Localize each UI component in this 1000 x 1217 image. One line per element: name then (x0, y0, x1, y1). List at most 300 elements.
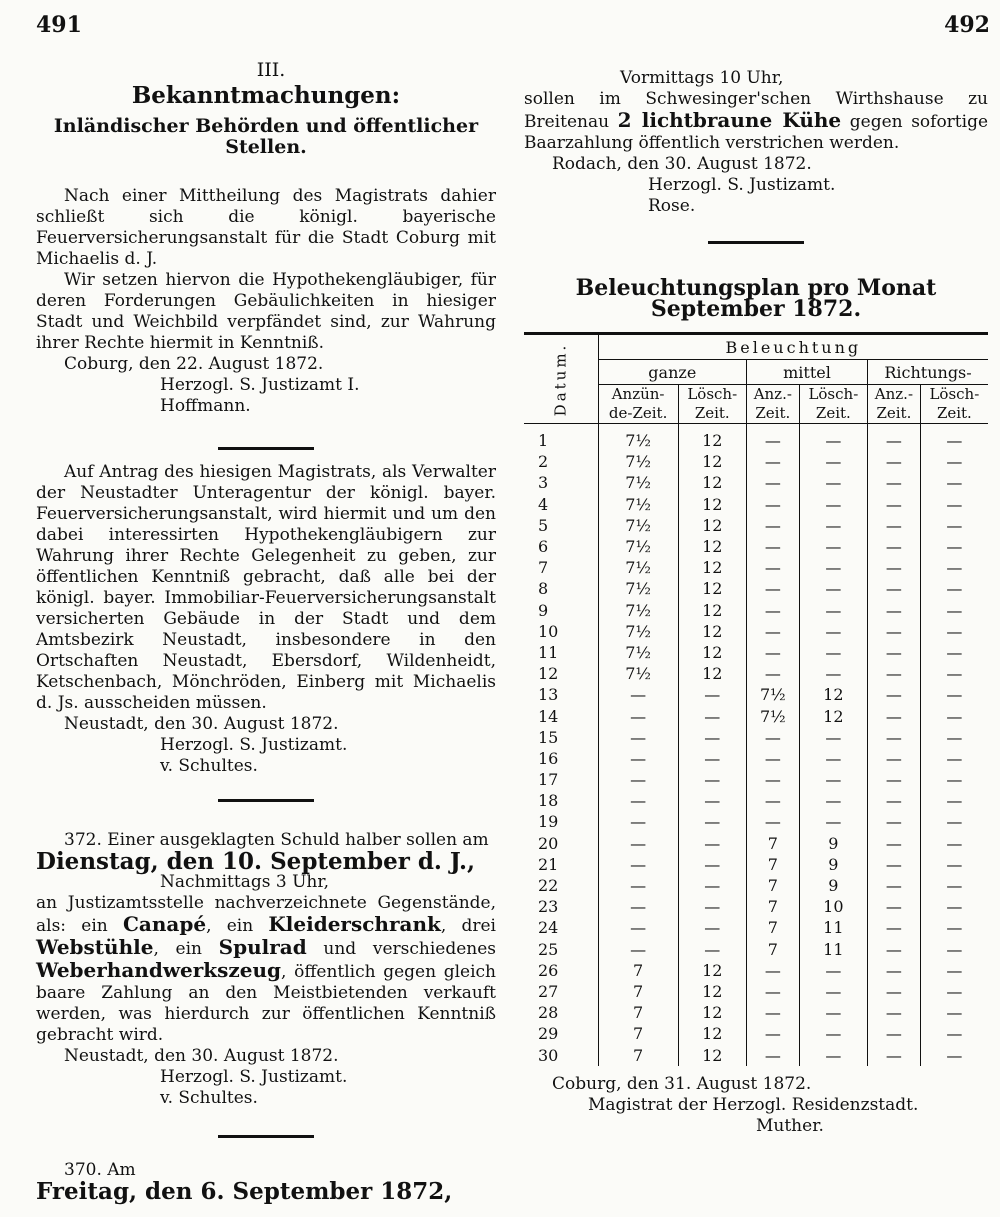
time-cell: — (678, 896, 746, 917)
time-cell: 7 (746, 854, 799, 875)
time-cell: — (799, 1002, 867, 1023)
day-cell: 16 (538, 748, 559, 768)
time-cell: 12 (678, 1002, 746, 1023)
notice-372-auction (36, 830, 496, 1109)
time-cell: — (678, 790, 746, 811)
time-cell: — (868, 727, 921, 748)
item-weberhandwerkszeug: Weberhandwerkszeug (36, 958, 282, 982)
time-cell: 12 (678, 578, 746, 599)
time-cell: 12 (678, 621, 746, 642)
time-cell: — (868, 451, 921, 472)
place-date: Neustadt, den 30. August 1872. (64, 714, 339, 734)
notice-feuerversicherung-coburg (36, 186, 496, 417)
separator-rule (218, 1135, 314, 1138)
day-cell: 17 (538, 770, 559, 790)
time-cell: — (868, 536, 921, 557)
table-row (524, 960, 988, 981)
day-cell: 20 (538, 833, 559, 853)
time-cell: — (868, 854, 921, 875)
time-cell: — (799, 642, 867, 663)
table-row (524, 663, 988, 684)
time-cell: — (868, 748, 921, 769)
section-subtitle: Inländischer Behörden und öffentlicher Stellen. (53, 115, 479, 158)
table-row (524, 424, 988, 452)
time-cell: 7 (746, 833, 799, 854)
text-run: gegen sofortige Baarzahlung öffentlich verstrichen werden. (524, 112, 989, 153)
time-cell: — (868, 875, 921, 896)
time-cell: — (920, 981, 988, 1002)
time-cell: — (868, 557, 921, 578)
time-cell: 7 (746, 939, 799, 960)
notice-kuehe-auction (524, 68, 988, 217)
time-cell: — (799, 621, 867, 642)
time-cell: 7 (746, 875, 799, 896)
table-row (524, 494, 988, 515)
time-cell: — (868, 1002, 921, 1023)
time-cell: 7 (598, 960, 678, 981)
day-cell: 24 (538, 918, 559, 938)
time-cell: — (920, 515, 988, 536)
time-cell: — (678, 875, 746, 896)
table-row (524, 515, 988, 536)
time-cell: — (920, 536, 988, 557)
time-cell: 7 (598, 1002, 678, 1023)
time-cell: — (746, 600, 799, 621)
day-cell: 3 (538, 473, 549, 493)
time-cell: — (746, 811, 799, 832)
table-row (524, 727, 988, 748)
time-cell: 7½ (598, 621, 678, 642)
time-cell: — (868, 1044, 921, 1065)
time-cell: 12 (678, 663, 746, 684)
time-cell: — (746, 1002, 799, 1023)
day-cell: 7 (538, 558, 549, 578)
time-cell: — (920, 600, 988, 621)
time-cell: — (799, 790, 867, 811)
time-cell: — (920, 1002, 988, 1023)
time-cell: 12 (678, 451, 746, 472)
time-cell: — (746, 578, 799, 599)
time-cell: — (799, 769, 867, 790)
time-cell: — (868, 424, 921, 452)
notice-370 (36, 1160, 496, 1205)
time-cell: — (799, 1044, 867, 1065)
time-cell: — (920, 705, 988, 726)
time-cell: — (598, 939, 678, 960)
time-cell: — (598, 811, 678, 832)
notice-date: Freitag, den 6. September 1872, (36, 1178, 453, 1205)
time-cell: — (868, 833, 921, 854)
time-cell: — (746, 790, 799, 811)
notice-paragraph: Nach einer Mittheilung des Magistrats dahier schließt sich die königl. bayerische Feuerversicherungsanstalt für die Stadt Coburg mit Michaelis d. J. (36, 186, 496, 269)
day-cell: 4 (538, 494, 549, 514)
time-cell: — (920, 578, 988, 599)
table-row (524, 748, 988, 769)
auction-date: Dienstag, den 10. September d. J., (36, 848, 476, 875)
time-cell: 7½ (598, 642, 678, 663)
table-row (524, 642, 988, 663)
time-cell: — (678, 769, 746, 790)
time-cell: — (868, 1023, 921, 1044)
table-row (524, 981, 988, 1002)
plan-footer (524, 1074, 988, 1137)
day-cell: 22 (538, 876, 559, 896)
right-column (524, 68, 988, 1137)
time-cell: — (868, 960, 921, 981)
table-row (524, 833, 988, 854)
auction-time: Vormittags 10 Uhr, (620, 68, 784, 88)
time-cell: — (920, 663, 988, 684)
time-cell: — (799, 811, 867, 832)
auction-body (36, 893, 496, 1046)
text-run: an Justizamtsstelle nachverzeichnete Gegenstände, als: ein (36, 893, 496, 936)
table-row (524, 811, 988, 832)
time-cell: — (868, 939, 921, 960)
authority: Herzogl. S. Justizamt. (648, 175, 836, 195)
text-run: und verschiedenes (323, 939, 497, 959)
text-run: , drei (440, 916, 496, 936)
day-cell: 14 (538, 706, 559, 726)
time-cell: — (920, 960, 988, 981)
time-cell: 7½ (598, 557, 678, 578)
beleuchtung-header: Beleuchtung (598, 334, 988, 360)
time-cell: — (868, 578, 921, 599)
place-date: Coburg, den 22. August 1872. (64, 354, 324, 374)
day-cell: 12 (538, 664, 559, 684)
time-cell: — (746, 663, 799, 684)
day-cell: 9 (538, 600, 549, 620)
time-cell: — (598, 875, 678, 896)
time-cell: — (868, 896, 921, 917)
time-cell: — (920, 748, 988, 769)
time-cell: — (920, 939, 988, 960)
time-cell: — (920, 642, 988, 663)
time-cell: — (598, 684, 678, 705)
time-cell: — (868, 811, 921, 832)
time-cell: 12 (678, 960, 746, 981)
day-cell: 25 (538, 939, 559, 959)
time-cell: — (746, 642, 799, 663)
mittel-header: mittel (746, 360, 867, 385)
item-canape: Canapé (122, 912, 207, 936)
time-cell: — (920, 494, 988, 515)
page-number-right: 492 (944, 12, 990, 38)
day-cell: 8 (538, 579, 549, 599)
time-cell: 12 (678, 642, 746, 663)
table-row (524, 451, 988, 472)
day-cell: 11 (538, 642, 559, 662)
separator-rule (218, 447, 314, 450)
time-cell: — (598, 727, 678, 748)
richtung-header: Richtungs- (868, 360, 988, 385)
time-cell: — (868, 790, 921, 811)
time-cell: — (868, 981, 921, 1002)
place-date: Coburg, den 31. August 1872. (552, 1073, 812, 1094)
time-cell: — (678, 727, 746, 748)
time-cell: 7½ (746, 684, 799, 705)
table-row (524, 875, 988, 896)
time-cell: — (920, 854, 988, 875)
lighting-plan-table (524, 332, 988, 1066)
table-row (524, 578, 988, 599)
table-row (524, 1023, 988, 1044)
time-cell: — (868, 494, 921, 515)
time-cell: — (799, 424, 867, 452)
time-cell: — (746, 536, 799, 557)
time-cell: — (678, 705, 746, 726)
notice-intro: 372. Einer ausgeklagten Schuld halber sollen am (64, 830, 489, 850)
time-cell: 12 (678, 1044, 746, 1065)
time-cell: — (678, 939, 746, 960)
time-cell: 7 (746, 917, 799, 938)
time-cell: 7 (598, 981, 678, 1002)
left-column (36, 59, 497, 1205)
table-row (524, 536, 988, 557)
text-run: , ein (206, 916, 254, 936)
time-cell: — (920, 896, 988, 917)
time-cell: — (920, 1023, 988, 1044)
signature: Hoffmann. (160, 396, 251, 416)
time-cell: 12 (799, 705, 867, 726)
time-cell: — (799, 557, 867, 578)
time-cell: — (598, 896, 678, 917)
day-cell: 23 (538, 897, 559, 917)
col-header: Lösch- Zeit. (920, 385, 988, 424)
time-cell: — (598, 833, 678, 854)
item-webstuehle: Webstühle (36, 935, 154, 959)
time-cell: 11 (799, 939, 867, 960)
time-cell: — (920, 875, 988, 896)
col-header: Lösch- Zeit. (799, 385, 867, 424)
table-row (524, 557, 988, 578)
day-cell: 10 (538, 621, 559, 641)
lighting-plan-rows (524, 424, 988, 1066)
authority: Herzogl. S. Justizamt I. (160, 375, 360, 395)
time-cell: — (868, 621, 921, 642)
text-run: , ein (153, 939, 202, 959)
time-cell: — (868, 472, 921, 493)
time-cell: — (799, 451, 867, 472)
time-cell: — (746, 960, 799, 981)
col-header: Lösch- Zeit. (678, 385, 746, 424)
time-cell: — (868, 600, 921, 621)
time-cell: — (799, 663, 867, 684)
table-row (524, 600, 988, 621)
time-cell: — (678, 684, 746, 705)
time-cell: — (920, 424, 988, 452)
time-cell: 11 (799, 917, 867, 938)
table-row (524, 939, 988, 960)
time-cell: — (678, 811, 746, 832)
notice-paragraph: Wir setzen hiervon die Hypothekengläubiger, für deren Forderungen Gebäulichkeiten in hiesiger Stadt und Weichbild verpfändet sind, zur Wahrung ihrer Rechte hiermit in Kenntniß. (36, 270, 496, 353)
time-cell: — (598, 917, 678, 938)
day-cell: 6 (538, 537, 549, 557)
time-cell: — (799, 536, 867, 557)
time-cell: — (746, 727, 799, 748)
time-cell: — (746, 451, 799, 472)
time-cell: — (920, 557, 988, 578)
page-number-left: 491 (36, 12, 82, 38)
time-cell: 7½ (598, 451, 678, 472)
time-cell: — (799, 515, 867, 536)
time-cell: 12 (678, 424, 746, 452)
table-row (524, 1002, 988, 1023)
col-header: Anzün- de-Zeit. (598, 385, 678, 424)
time-cell: 7½ (598, 515, 678, 536)
text-run: sollen im Schwesinger'schen Wirthshause zu Breitenau (524, 89, 988, 132)
table-row (524, 684, 988, 705)
time-cell: — (678, 748, 746, 769)
time-cell: — (920, 917, 988, 938)
time-cell: — (868, 642, 921, 663)
text-run: , öffentlich gegen gleich baare Zahlung an den Meistbietenden verkauft werden, was hierdurch zur öffentlichen Kenntniß gebracht wird. (36, 962, 496, 1045)
time-cell: — (920, 790, 988, 811)
time-cell: 7½ (598, 536, 678, 557)
time-cell: — (746, 515, 799, 536)
signature: Rose. (648, 196, 696, 216)
time-cell: — (799, 981, 867, 1002)
item-spulrad: Spulrad (218, 935, 307, 959)
time-cell: — (746, 472, 799, 493)
time-cell: 7½ (598, 600, 678, 621)
table-row (524, 1044, 988, 1065)
day-cell: 13 (538, 685, 559, 705)
time-cell: 9 (799, 833, 867, 854)
item-kuehe: 2 lichtbraune Kühe (617, 108, 842, 132)
place-date: Rodach, den 30. August 1872. (552, 154, 812, 174)
time-cell: — (678, 833, 746, 854)
time-cell: 9 (799, 854, 867, 875)
table-row (524, 621, 988, 642)
auction-time: Nachmittags 3 Uhr, (160, 872, 330, 892)
time-cell: 7 (746, 896, 799, 917)
place-date: Neustadt, den 30. August 1872. (64, 1046, 339, 1066)
authority: Herzogl. S. Justizamt. (160, 1067, 348, 1087)
separator-rule (218, 799, 314, 802)
time-cell: — (598, 705, 678, 726)
col-header: Anz.- Zeit. (746, 385, 799, 424)
day-cell: 19 (538, 812, 559, 832)
time-cell: 12 (799, 684, 867, 705)
time-cell: — (920, 727, 988, 748)
time-cell: 7½ (598, 472, 678, 493)
time-cell: — (746, 769, 799, 790)
time-cell: 12 (678, 981, 746, 1002)
table-row (524, 472, 988, 493)
time-cell: 12 (678, 515, 746, 536)
time-cell: 7½ (598, 663, 678, 684)
signature: Muther. (756, 1115, 824, 1136)
time-cell: — (746, 1023, 799, 1044)
time-cell: — (799, 578, 867, 599)
col-header: Anz.- Zeit. (868, 385, 921, 424)
time-cell: — (799, 600, 867, 621)
time-cell: — (920, 833, 988, 854)
time-cell: — (920, 621, 988, 642)
auction-body (524, 89, 988, 154)
time-cell: 12 (678, 494, 746, 515)
time-cell: — (920, 451, 988, 472)
time-cell: — (746, 981, 799, 1002)
time-cell: 12 (678, 472, 746, 493)
time-cell: 7½ (598, 424, 678, 452)
table-row (524, 790, 988, 811)
table-row (524, 705, 988, 726)
time-cell: — (868, 705, 921, 726)
section-number: III. (256, 59, 286, 81)
separator-rule (708, 241, 804, 244)
time-cell: — (678, 854, 746, 875)
time-cell: — (598, 748, 678, 769)
time-cell: — (868, 769, 921, 790)
day-cell: 28 (538, 1003, 559, 1023)
ganze-header: ganze (598, 360, 746, 385)
time-cell: — (799, 1023, 867, 1044)
notice-intro: 370. Am (64, 1160, 136, 1180)
time-cell: — (920, 684, 988, 705)
time-cell: — (868, 663, 921, 684)
authority: Herzogl. S. Justizamt. (160, 735, 348, 755)
day-cell: 30 (538, 1045, 559, 1065)
time-cell: 12 (678, 557, 746, 578)
day-cell: 2 (538, 452, 549, 472)
time-cell: — (920, 1044, 988, 1065)
signature: v. Schultes. (160, 1088, 258, 1108)
table-row (524, 917, 988, 938)
table-row (524, 896, 988, 917)
day-cell: 21 (538, 854, 559, 874)
authority: Magistrat der Herzogl. Residenzstadt. (588, 1094, 919, 1115)
time-cell: 7 (598, 1044, 678, 1065)
time-cell: — (746, 748, 799, 769)
time-cell: — (868, 684, 921, 705)
day-cell: 27 (538, 981, 559, 1001)
time-cell: — (799, 472, 867, 493)
time-cell: 7½ (598, 494, 678, 515)
time-cell: — (799, 960, 867, 981)
time-cell: — (868, 917, 921, 938)
day-cell: 29 (538, 1024, 559, 1044)
time-cell: — (678, 917, 746, 938)
time-cell: — (746, 1044, 799, 1065)
day-cell: 26 (538, 960, 559, 980)
time-cell: 10 (799, 896, 867, 917)
time-cell: — (920, 472, 988, 493)
time-cell: — (799, 494, 867, 515)
time-cell: — (598, 769, 678, 790)
notice-paragraph: Auf Antrag des hiesigen Magistrats, als Verwalter der Neustadter Unteragentur der königl. bayer. Feuerversicherungsanstalt, wird hiermit und um den dabei interessirten Hypothekengläubigern zur Wahrung ihrer Rechte Gelegenheit zu geben, zur öffentlichen Kenntniß gebracht, daß alle bei der königl. bayer. Immobiliar-Feuerversicherungsanstalt versicherten Gebäude in der Stadt und dem Amtsbezirk Neustadt, insbesondere in den Ortschaften Neustadt, Ebersdorf, Wildenheidt, Ketschenbach, Mönchröden, Einberg mit Michaelis d. Js. ausscheiden müssen. (36, 462, 496, 713)
lighting-plan-title: Beleuchtungsplan pro Monat September 1872. (575, 275, 937, 322)
time-cell: 7 (598, 1023, 678, 1044)
time-cell: — (746, 557, 799, 578)
item-kleiderschrank: Kleiderschrank (268, 912, 441, 936)
signature: v. Schultes. (160, 756, 258, 776)
day-cell: 5 (538, 515, 549, 535)
day-cell: 1 (538, 431, 549, 451)
notice-feuerversicherung-neustadt (36, 462, 496, 777)
time-cell: — (598, 854, 678, 875)
section-title: Bekanntmachungen: (131, 82, 401, 109)
time-cell: — (799, 748, 867, 769)
time-cell: 12 (678, 600, 746, 621)
time-cell: — (799, 727, 867, 748)
time-cell: — (746, 494, 799, 515)
time-cell: — (746, 621, 799, 642)
table-row (524, 769, 988, 790)
datum-header: Datum. (524, 334, 598, 424)
time-cell: 12 (678, 1023, 746, 1044)
time-cell: — (746, 424, 799, 452)
